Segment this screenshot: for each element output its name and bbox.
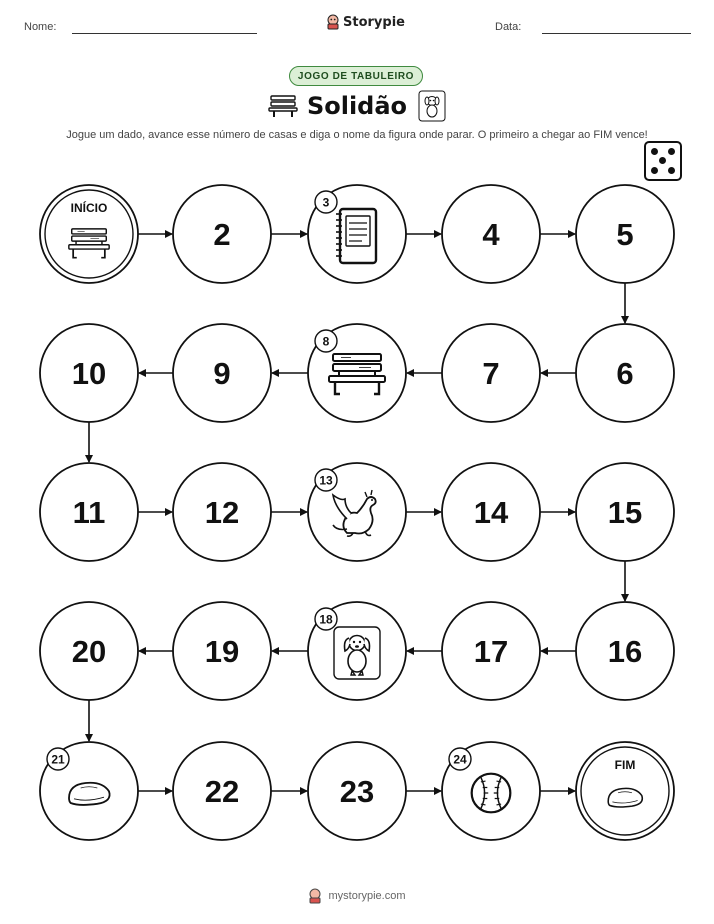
board-space-start (40, 185, 138, 283)
date-label: Data: (495, 21, 522, 33)
space-number: 17 (473, 634, 509, 669)
stone-icon (69, 783, 110, 805)
board-space-12 (173, 463, 271, 561)
board-space-14 (442, 463, 540, 561)
brand-name: Storypie (343, 14, 405, 30)
board-space-17 (442, 602, 540, 700)
board-space-end (576, 742, 674, 840)
stone-icon (608, 788, 642, 807)
space-number: 9 (213, 356, 231, 391)
game-type-badge: JOGO DE TABULEIRO (289, 66, 423, 86)
space-number: 10 (71, 356, 107, 391)
space-number: 21 (51, 752, 65, 767)
space-number: 14 (473, 495, 509, 530)
board-space-16 (576, 602, 674, 700)
board-space-3 (308, 185, 406, 283)
board-space-15 (576, 463, 674, 561)
space-number: 24 (453, 752, 467, 767)
space-label: FIM (614, 758, 636, 772)
space-number: 15 (607, 495, 643, 530)
space-number: 13 (319, 473, 333, 488)
board-space-2 (173, 185, 271, 283)
space-number: 20 (71, 634, 107, 669)
footer-site: mystorypie.com (328, 890, 406, 902)
board-space-4 (442, 185, 540, 283)
baseball-icon (472, 774, 511, 813)
board-space-23 (308, 742, 406, 840)
page-title: Solidão (306, 92, 408, 120)
space-number: 3 (322, 195, 330, 210)
notebook-icon (336, 209, 376, 263)
footer-mascot-icon (308, 888, 322, 904)
board-space-9 (173, 324, 271, 422)
board-space-10 (40, 324, 138, 422)
space-number: 12 (204, 495, 240, 530)
space-number: 4 (482, 217, 500, 252)
dog-icon (334, 627, 380, 679)
space-number: 22 (204, 774, 240, 809)
board-space-24 (442, 742, 540, 840)
space-number: 23 (339, 774, 375, 809)
board-space-11 (40, 463, 138, 561)
board-space-18 (308, 602, 406, 700)
board-space-13 (308, 463, 406, 561)
space-number: 5 (616, 217, 634, 252)
board-space-6 (576, 324, 674, 422)
board-space-8 (308, 324, 406, 422)
space-number: 18 (319, 612, 333, 627)
board-space-21 (40, 742, 138, 840)
board-space-22 (173, 742, 271, 840)
space-number: 11 (72, 495, 106, 530)
space-number: 7 (482, 356, 500, 391)
space-number: 16 (607, 634, 643, 669)
footer (0, 888, 714, 904)
space-number: 19 (204, 634, 240, 669)
board-space-7 (442, 324, 540, 422)
space-label: INÍCIO (70, 201, 108, 215)
space-number: 6 (616, 356, 634, 391)
board-space-20 (40, 602, 138, 700)
game-instructions: Jogue um dado, avance esse número de casas e diga o nome da figura onde parar. O primeiro a chegar ao FIM vence! (66, 129, 648, 141)
board-space-5 (576, 185, 674, 283)
board-space-19 (173, 602, 271, 700)
name-label: Nome: (24, 21, 57, 33)
space-number: 2 (213, 217, 231, 252)
space-number: 8 (322, 334, 330, 349)
